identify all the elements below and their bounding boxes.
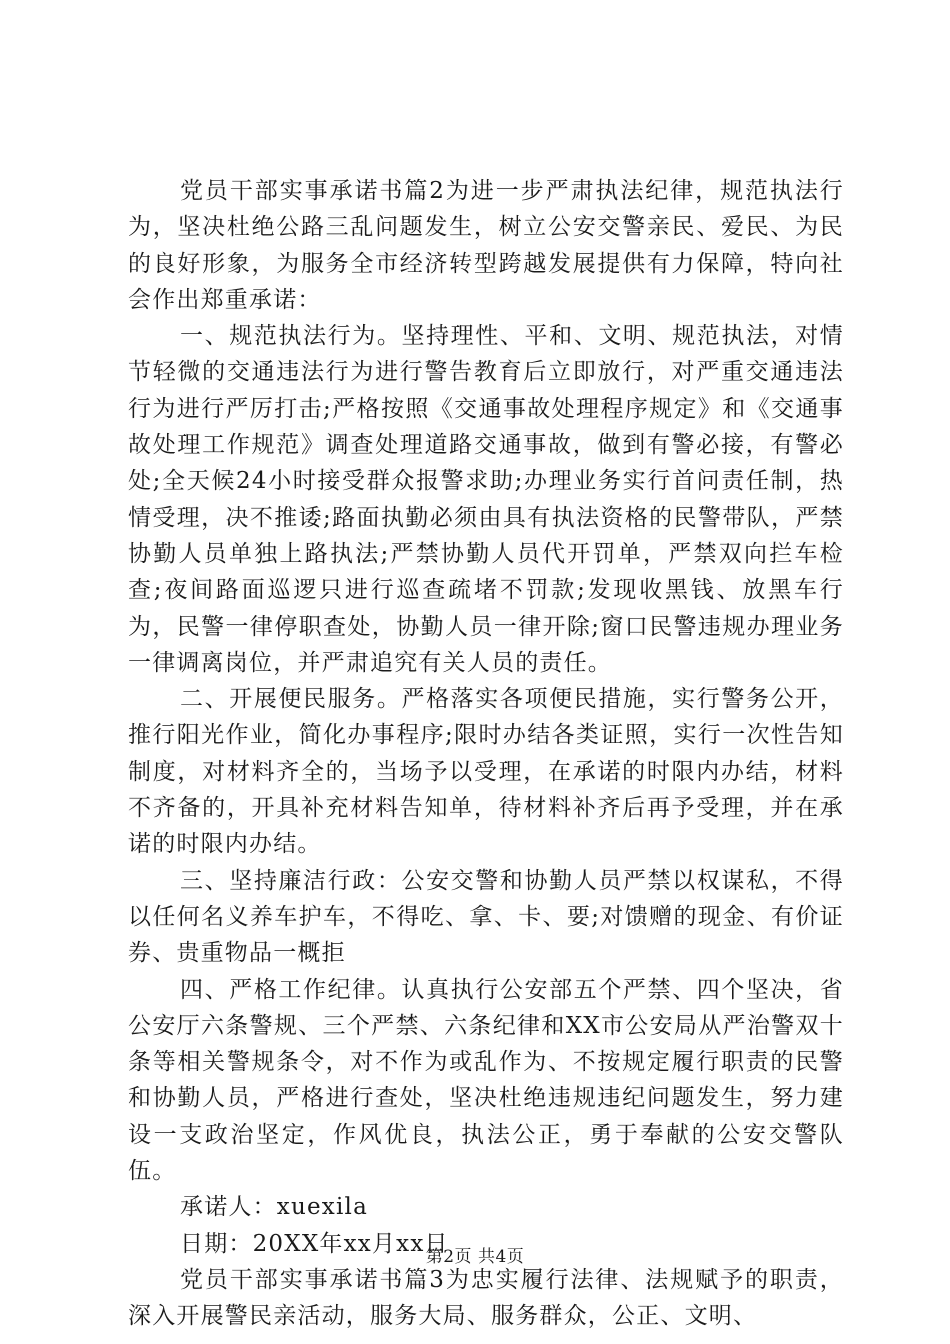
paragraph-item-3: 三、坚持廉洁行政：公安交警和协勤人员严禁以权谋私，不得以任何名义养车护车，不得吃、拿、卡、要;对馈赠的现金、有价证券、贵重物品一概拒: [128, 867, 844, 967]
paragraph-item-2: 二、开展便民服务。严格落实各项便民措施，实行警务公开，推行阳光作业，简化办事程序;限时办结各类证照，实行一次性告知制度，对材料齐全的，当场予以受理，在承诺的时限内办结，材料不齐备的，开具补充材料告知单，待材料补齐后再予受理，并在承诺的时限内办结。: [128, 686, 844, 858]
paragraph-item-4: 四、严格工作纪律。认真执行公安部五个严禁、四个坚决，省公安厅六条警规、三个严禁、六条纪律和XX市公安局从严治警双十条等相关警规条令，对不作为或乱作为、不按规定履行职责的民警和协勤人员，严格进行查处，坚决杜绝违规违纪问题发生，努力建设一支政治坚定，作风优良，执法公正，勇于奉献的公安交警队伍。: [128, 976, 844, 1185]
date-line: 日期：20XX年xx月xx日: [180, 1230, 449, 1257]
page-number-footer: 第2页 共4页: [425, 1247, 525, 1267]
paragraph-intro: 党员干部实事承诺书篇2为进一步严肃执法纪律，规范执法行为，坚决杜绝公路三乱问题发生，树立公安交警亲民、爱民、为民的良好形象，为服务全市经济转型跨越发展提供有力保障，特向社会作出郑重承诺：: [128, 178, 844, 313]
signatory-line: 承诺人：xuexila: [180, 1194, 368, 1221]
document-body: [128, 173, 844, 1335]
paragraph-item-1: 一、规范执法行为。坚持理性、平和、文明、规范执法，对情节轻微的交通违法行为进行警告教育后立即放行，对严重交通违法行为进行严厉打击;严格按照《交通事故处理程序规定》和《交通事故处理工作规范》调查处理道路交通事故，做到有警必接，有警必处;全天候24小时接受群众报警求助;办理业务实行首问责任制，热情受理，决不推诿;路面执勤必须由具有执法资格的民警带队，严禁协勤人员单独上路执法;严禁协勤人员代开罚单，严禁双向拦车检查;夜间路面巡逻只进行巡查疏堵不罚款;发现收黑钱、放黑车行为，民警一律停职查处，协勤人员一律开除;窗口民警违规办理业务一律调离岗位，并严肃追究有关人员的责任。: [128, 323, 844, 676]
paragraph-next-section: 党员干部实事承诺书篇3为忠实履行法律、法规赋予的职责，深入开展警民亲活动，服务大局、服务群众，公正、文明、: [128, 1266, 844, 1330]
